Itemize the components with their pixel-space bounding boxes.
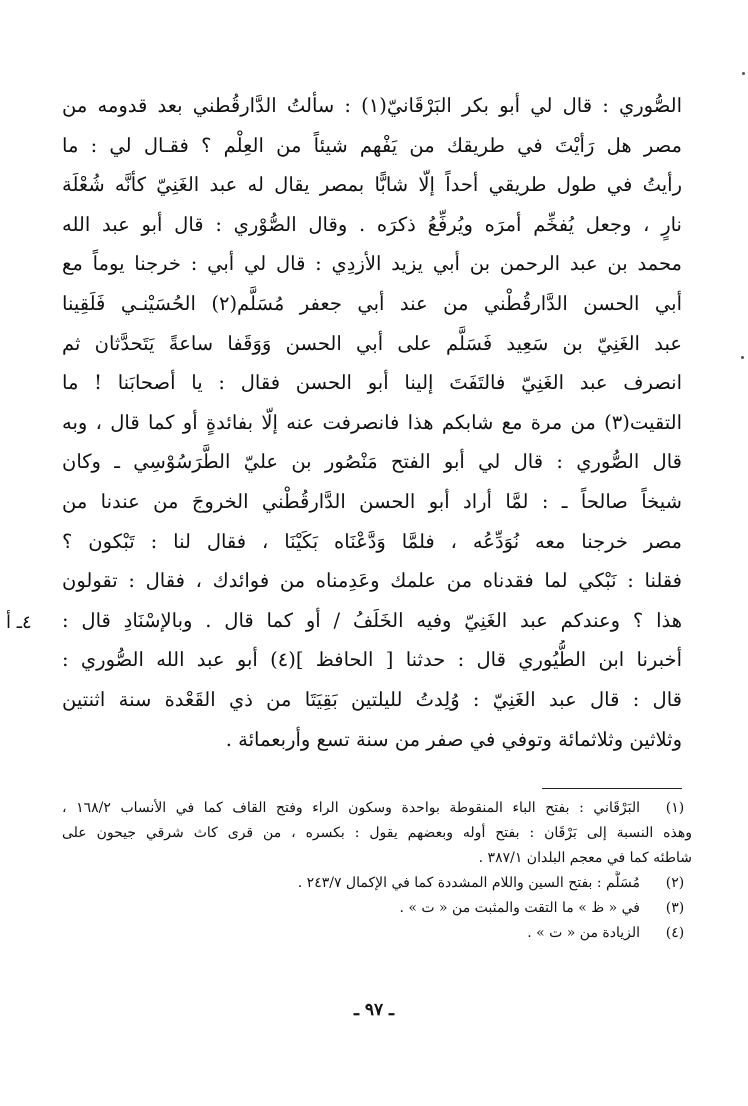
text-line: أخبرنا ابن الطُّيُوري قال : حدثنا [ الحافظ ](٤) أبو عبد الله الصُّوري : <box>62 648 682 672</box>
footnote-4 <box>62 921 692 946</box>
text-line: انصرف عبد الغَنِيّ فالتَفَتَ إلينا أبو الحسن فقال : يا أصحابَنا ! ما <box>62 371 682 395</box>
footnote-1-continuation <box>62 846 692 871</box>
text-line: قال الصُّوري : قال لي أبو الفتح مَنْصُور بن عليّ الطَّرَسُوْسِي ـ وكان <box>62 450 682 474</box>
text-line: هذا ؟ وعندكم عبد الغَنِيّ وفيه الخَلَفُ / أو كما قال . وبالإسْنَادِ قال : <box>62 608 682 632</box>
text-line: فقلنا : نَبْكي لما فقدناه من علمك وعَدِمناه من فوائدك ، فقال : تقولون <box>62 569 682 593</box>
footnote-number: (١) <box>665 800 685 816</box>
scan-speck <box>741 356 744 359</box>
footnote-divider <box>542 788 682 789</box>
footnote-1-continuation <box>62 821 692 846</box>
text-line: نارٍ ، وجعل يُفخِّم أمرَه ويُرفِّعُ ذكرَه . وقال الصُّوْري : قال أبو عبد الله <box>62 212 682 236</box>
text-line: وثلاثين وثلاثمائة وتوفي في صفر من سنة تسع وأربعمائة . <box>225 727 682 751</box>
footnote-2 <box>62 871 692 896</box>
scan-speck <box>742 72 745 75</box>
text-line: عبد الغَنِيّ بن سَعِيد فَسَلَّم على أبي الحسن وَوَقَفا ساعةً يَتَحدَّثان ثم <box>62 331 682 355</box>
text-line: شيخاً صالحاً ـ : لمَّا أراد أبو الحسن الدَّارقُطْني الخروجَ من عندنا من <box>62 489 682 513</box>
text-line: مصر هل رَأيْتَ في طريقك من يَفْهم شيئاً من العِلْم ؟ فقـال لي : ما <box>62 133 682 157</box>
footnote-text: البَرْقَاني : بفتح الباء المنقوطة بواحدة وسكون الراء وفتح القاف كما في الأنساب ١٦٨/٢ ، <box>62 800 640 816</box>
text-line: التقيت(٣) من مرة مع شابكم هذا فانصرفت عنه إلّا بفائدةٍ أو كما قال ، وبه <box>62 410 682 434</box>
text-line: محمد بن عبد الرحمن بن أبي يزيد الأزدِي : قال لي أبي : خرجنا يوماً مع <box>62 252 682 276</box>
footnote-text: في « ظ » ما التقت والمثبت من « ت » . <box>399 900 640 916</box>
footnote-3 <box>62 896 692 921</box>
text-line: الصُّوري : قال لي أبو بكر البَرْقَانيّ(١) : سألتُ الدَّارقُطني بعد قدومه من <box>62 94 682 117</box>
manuscript-folio-marker: ٤ـ أ <box>6 612 32 633</box>
footnotes-block <box>62 796 692 946</box>
text-line: رأيتُ في طول طريقي أحداً إلّا شابًّا بمصر يقال له عبد الغَنِيّ كأنَّه شُعْلَة <box>62 173 682 197</box>
footnote-text: الزيادة من « ت » . <box>527 925 640 941</box>
text-line: أبي الحسن الدَّارقُطْني من عند أبي جعفر مُسَلَّم(٢) الحُسَيْنـي فَلَقِينا <box>62 291 682 315</box>
footnote-text: مُسَلَّم : بفتح السين واللام المشددة كما في الإكمال ٢٤٣/٧ . <box>297 875 640 891</box>
text-line: قال : قال عبد الغَنِيّ : وُلِدتُ لليلتين بَقِيَتَا من ذي القَعْدة سنة اثنتين <box>62 687 682 711</box>
footnote-text: شاطئه كما في معجم البلدان ٣٨٧/١ . <box>478 850 692 866</box>
footnote-number: (٤) <box>665 925 685 941</box>
main-text-block <box>62 86 682 759</box>
footnote-number: (٣) <box>665 900 685 916</box>
text-line: مصر خرجنا معه نُوَدِّعُه ، فلمَّا وَدَّعْنَاه بَكَيْنَا ، فقال لنا : تَبْكون ؟ <box>62 529 682 553</box>
footnote-1 <box>62 796 692 821</box>
footnote-text: وهذه النسبة إلى بَرْقَان : بفتح أوله وبعضهم يقول : بكسره ، من قرى كاث شرقي جيحون على <box>62 825 692 841</box>
page-number: ـ ٩٧ ـ <box>353 1000 395 1020</box>
footnote-number: (٢) <box>665 875 685 891</box>
